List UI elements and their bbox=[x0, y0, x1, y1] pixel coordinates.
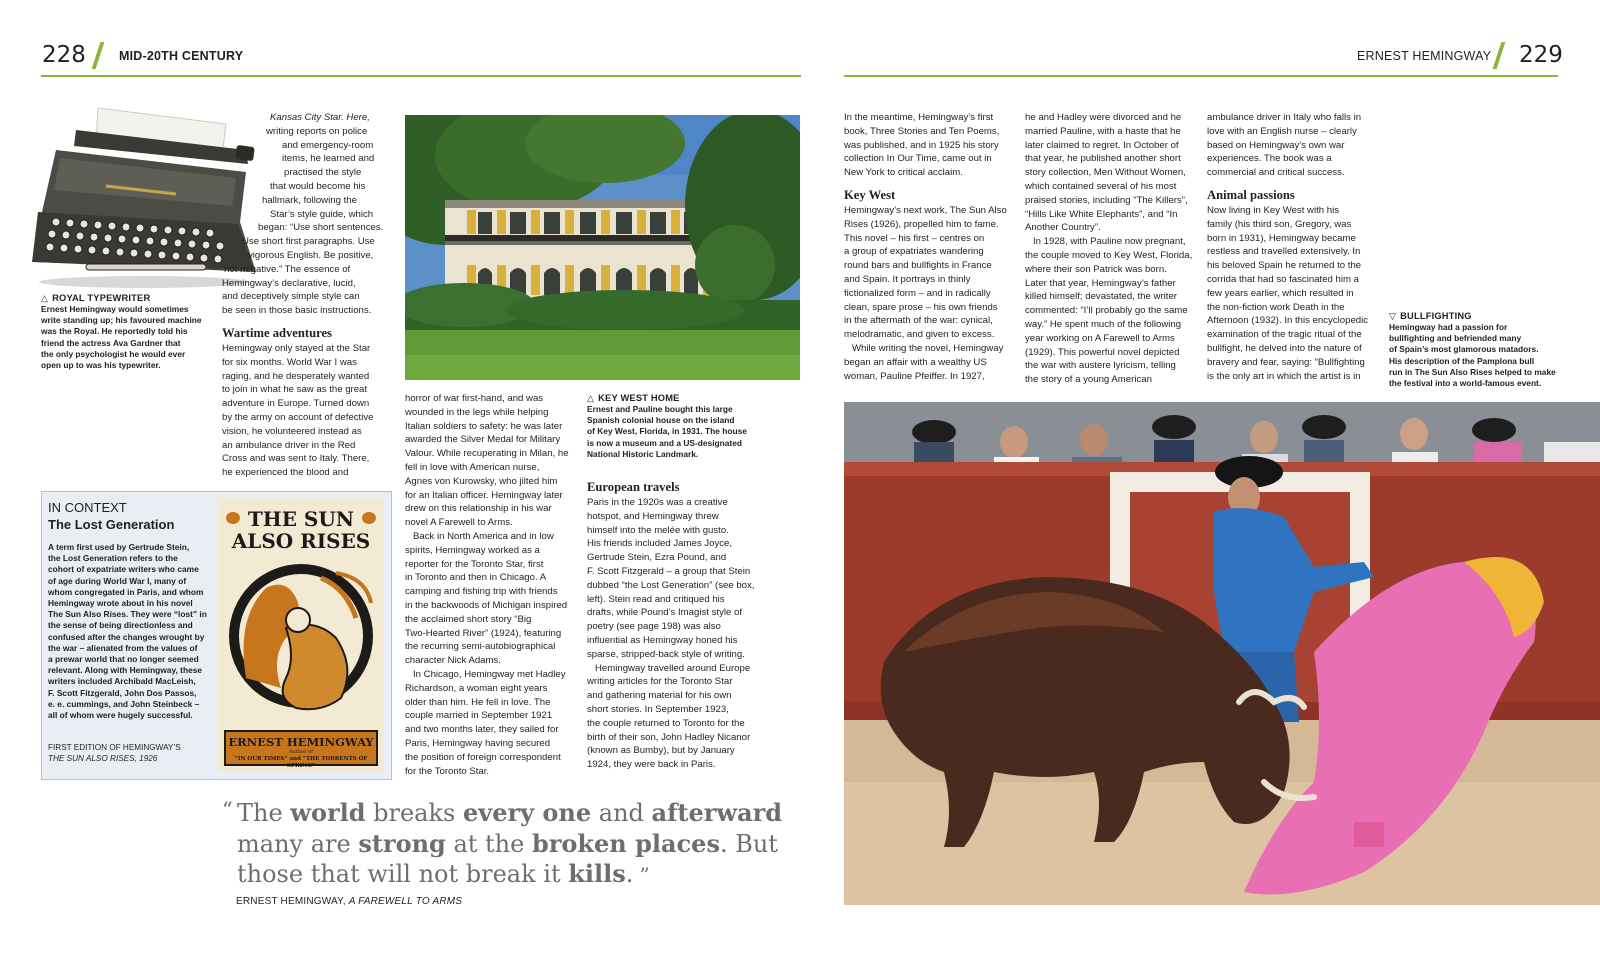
header-rule-left bbox=[41, 75, 801, 77]
bullfighting-caption-title: ▽ BULLFIGHTING bbox=[1389, 311, 1472, 321]
caption-marker-up: △ bbox=[587, 393, 595, 403]
context-body: A term first used by Gertrude Stein, the Lost Generation refers to the cohort of expatriate writers who came of age during World War I, many of whom congregated in Paris, and whom Hemingway wrote about in his novel The Sun Also Rises. They were “lost” in the sense of being directionless and confused after the changes wrought by the war – alienated from the values of a prewar world that no longer seemed relevant. Along with Hemingway, these writers included Archibald MacLeish, F. Scott Fitzgerald, John Dos Passos, e. e. cummings, and John Steinbeck – all of whom were hugely successful. bbox=[48, 542, 207, 721]
heading-key-west: Key West bbox=[844, 187, 896, 202]
header-slash-left bbox=[92, 42, 105, 69]
right-page-number: 229 bbox=[1519, 42, 1563, 68]
caption-marker-down: ▽ bbox=[1389, 311, 1397, 321]
typewriter-caption-title: △ ROYAL TYPEWRITER bbox=[41, 293, 151, 303]
key-west-caption-title: △ KEY WEST HOME bbox=[587, 393, 680, 403]
column-1-text: Kansas City Star. Here, writing reports on police and emergency-room items, he learned and practised the style that would become his hallmark, following the Star’s style guide, which began: “Use short sentences. Use short first paragraphs. Use vigorous English. Be positive, not negative.” The essence of Hemingway’s declarative, lucid, and deceptively simple style can be seen in those basic instructions. Wartime adventures Hemingway only stayed at the Star for six months. World War I was raging, and he desperately wanted to join in what he saw as the great adventure in Europe. Turned down by the army on account of defective vision, he volunteered instead as an ambulance driver in the Red Cross and was sent to Italy. There, he experienced the blood and bbox=[222, 111, 392, 480]
context-title: The Lost Generation bbox=[48, 517, 175, 532]
column-3-text: European travels Paris in the 1920s was a creative hotspot, and Hemingway threw himself into the melée with gusto. His friends included James Joyce, Gertrude Stein, Ezra Pound, and F. Scott Fitzgerald – a group that Stein dubbed “the Lost Generation” (see box, left). Stein read and critiqued his drafts, while Pound’s Imagist style of poetry (see page 198) was also influential as Hemingway honed his sparse, stripped-back style of writing. Hemingway travelled around Europe writing articles for the Toronto Star and gathering material for his own short stories. In September 1923, the couple returned to Toronto for the birth of their son, John Hadley Nicanor (known as Bumby), but by January 1924, they were back in Paris. bbox=[587, 480, 767, 772]
in-context-box bbox=[41, 491, 392, 780]
heading-animal-passions: Animal passions bbox=[1207, 187, 1295, 202]
pull-quote: “ The world breaks every one and afterward many are strong at the broken places. But those that will not break it kills. ” bbox=[222, 798, 783, 888]
right-running-head: ERNEST HEMINGWAY bbox=[1357, 49, 1492, 63]
book-cover-caption: FIRST EDITION OF HEMINGWAY’S THE SUN ALSO RISES, 1926 bbox=[48, 743, 181, 763]
typewriter-caption-text: Ernest Hemingway would sometimes write standing up; his favoured machine was the Royal. He reportedly told his friend the actress Ava Gardner that the only psychologist he would ever open up to was his typewriter. bbox=[41, 304, 202, 371]
header-rule-right bbox=[844, 75, 1558, 77]
caption-marker-up: △ bbox=[41, 293, 49, 303]
apple-ornament-right bbox=[362, 512, 376, 524]
book-author-band: ERNEST HEMINGWAY Author of “IN OUR TIMES” and “THE TORRENTS OF SPRING” bbox=[224, 730, 378, 766]
left-running-head: MID-20TH CENTURY bbox=[119, 49, 244, 63]
column-2-text: horror of war first-hand, and was wounded in the legs while helping Italian soldiers to safety: he was later awarded the Silver Medal for Military Valour. While recuperating in Milan, he fell in love with American nurse, Agnes von Kurowsky, who jilted him for an Italian officer. Hemingway later drew on this relationship in his war novel A Farewell to Arms. Back in North America and in low spirits, Hemingway worked as a reporter for the Toronto Star, first in Toronto and then in Chicago. A camping and fishing trip with friends in the backwoods of Michigan inspired the acclaimed short story “Big Two-Hearted River” (1924), featuring the recurring semi-autobiographical character Nick Adams. In Chicago, Hemingway met Hadley Richardson, a woman eight years older than him. He fell in love. The couple married in September 1921 and two months later, they sailed for Paris, Hemingway having secured the position of foreign correspondent for the Toronto Star. bbox=[405, 393, 569, 777]
quote-open-mark: “ bbox=[222, 798, 233, 822]
apple-ornament-left bbox=[226, 512, 240, 524]
context-label: IN CONTEXT bbox=[48, 500, 127, 515]
bullfight-photo bbox=[844, 402, 1600, 905]
key-west-house-photo bbox=[405, 115, 800, 380]
header-slash-right bbox=[1493, 42, 1506, 69]
column-4-text: In the meantime, Hemingway’s first book, Three Stories and Ten Poems, was published, and in 1925 his story collection In Our Time, came out in New York to critical acclaim. Key West Hemingway’s next work, The Sun Also Rises (1926), propelled him to fame. This novel – his first – centres on a group of expatriates wandering round bars and bullfights in France and Spain. It portrays in thinly fictionalized form – and in radically clean, spare prose – his own friends in the aftermath of the war: cynical, melodramatic, and given to excess. While writing the novel, Hemingway began an affair with a wealthy US woman, Pauline Pfeiffer. In 1927, bbox=[844, 111, 1022, 383]
left-page-number: 228 bbox=[42, 42, 86, 68]
quote-attribution: ERNEST HEMINGWAY, A FAREWELL TO ARMS bbox=[236, 896, 463, 907]
heading-wartime-adventures: Wartime adventures bbox=[222, 325, 332, 340]
bullfighting-caption-text: Hemingway had a passion for bullfighting and befriended many of Spain’s most glamorous matadors. His description of the Pamplona bull run in The Sun Also Rises helped to make the festival into a world-famous event. bbox=[1389, 322, 1556, 389]
key-west-caption-text: Ernest and Pauline bought this large Spanish colonial house on the island of Key West, Florida, in 1931. The house is now a museum and a US-designated National Historic Landmark. bbox=[587, 404, 747, 459]
book-cover bbox=[218, 498, 384, 772]
heading-european-travels: European travels bbox=[587, 480, 680, 494]
column-5-text: he and Hadley were divorced and he married Pauline, with a haste that he later claimed to regret. In October of that year, he published another short story collection, Men Without Women, which contained several of his most praised stories, including “The Killers”, “Hills Like White Elephants”, and “In Another Country”. In 1928, with Pauline now pregnant, the couple moved to Key West, Florida, where their son Patrick was born. Later that year, Hemingway’s father killed himself; devastated, the writer commented: “I’ll probably go the same way.” He spent much of the following year working on A Farewell to Arms (1929). This powerful novel depicted the war with austere lyricism, telling the story of a young American bbox=[1025, 112, 1193, 386]
book-illustration bbox=[226, 558, 376, 723]
column-6-text: ambulance driver in Italy who falls in love with an English nurse – clearly based on Hemingway’s own war experiences. The book was a commercial and critical success. Animal passions Now living in Key West with his family (his third son, Gregory, was born in 1931), Hemingway became restless and travelled extensively. In his beloved Spain he returned to the corrida that had so fascinated him a few years earlier, which resulted in the non-fiction work Death in the Afternoon (1932). In this encyclopedic examination of the tragic ritual of the bullfight, he delved into the nature of bravery and fear, saying: “Bullfighting is the only art in which the artist is in bbox=[1207, 111, 1385, 383]
book-title: THE SUN ALSO RISES bbox=[231, 507, 371, 553]
quote-close-mark: ” bbox=[639, 863, 650, 887]
